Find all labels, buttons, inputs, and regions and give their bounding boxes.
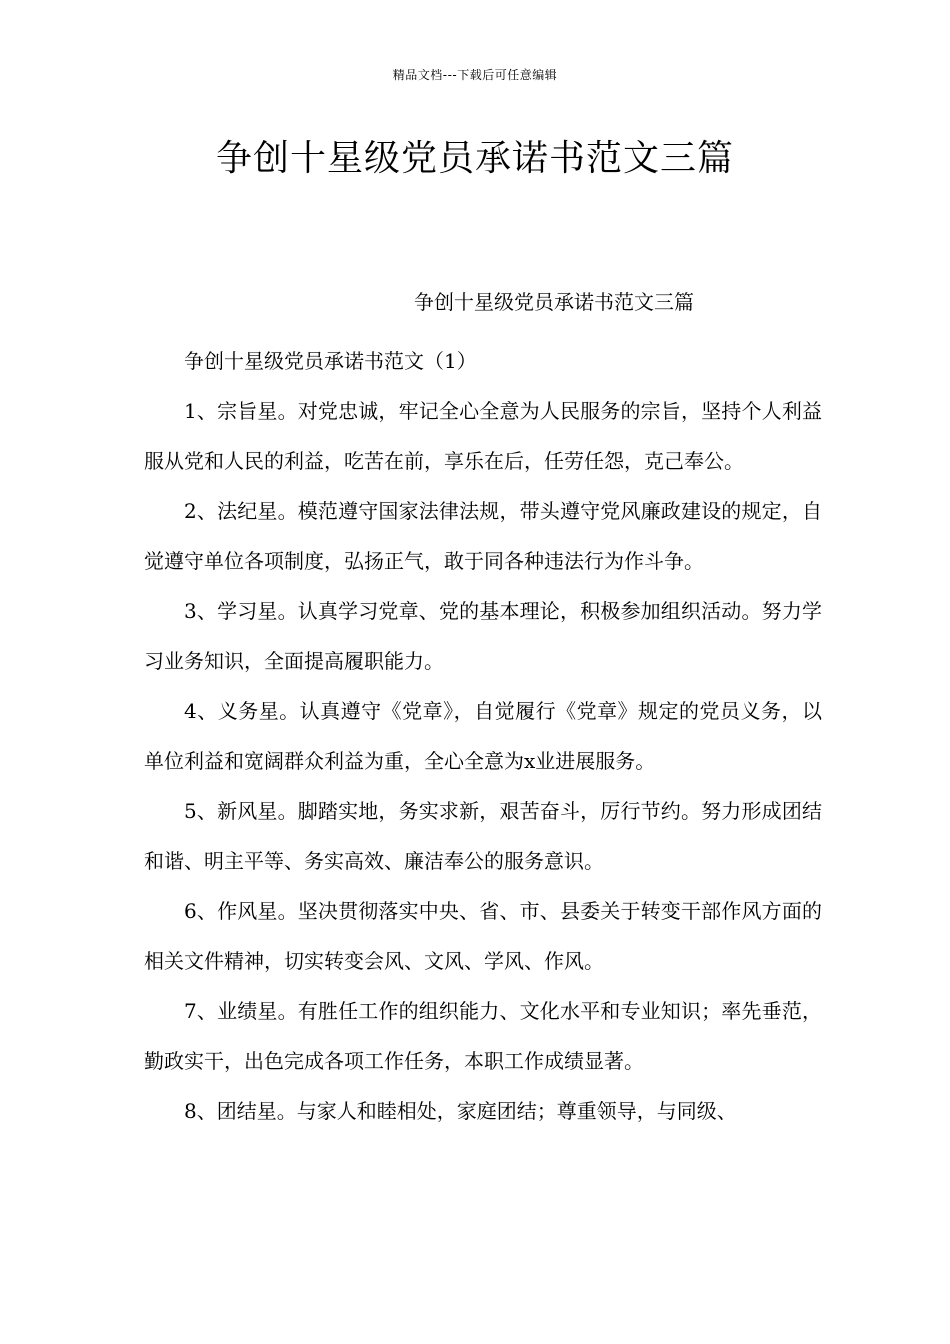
paragraph-yiwu: 4、义务星。认真遵守《党章》，自觉履行《党章》规定的党员义务，以单位利益和宽阔群众利益为重，全心全意为x业进展服务。 [144,699,822,773]
paragraph-xinfeng: 5、新风星。脚踏实地，务实求新，艰苦奋斗，厉行节约。努力形成团结和谐、明主平等、务实高效、廉洁奉公的服务意识。 [144,799,822,873]
document-body [144,336,822,1136]
header-note: 精品文档---下载后可任意编辑 [392,68,558,82]
section-heading: 争创十星级党员承诺书范文（1） [184,349,477,373]
paragraph-tuanjie: 8、团结星。与家人和睦相处，家庭团结；尊重领导，与同级、 [184,1099,737,1123]
paragraph-xuexi: 3、学习星。认真学习党章、党的基本理论，积极参加组织活动。努力学习业务知识，全面提高履职能力。 [144,599,822,673]
paragraph-faji: 2、法纪星。模范遵守国家法律法规，带头遵守党风廉政建设的规定，自觉遵守单位各项制度，弘扬正气，敢于同各种违法行为作斗争。 [144,499,822,573]
paragraph-yeji: 7、业绩星。有胜任工作的组织能力、文化水平和专业知识；率先垂范，勤政实干，出色完成各项工作任务，本职工作成绩显著。 [144,999,822,1073]
document-subtitle: 争创十星级党员承诺书范文三篇 [414,290,694,314]
paragraph-zuofeng: 6、作风星。坚决贯彻落实中央、省、市、县委关于转变干部作风方面的相关文件精神，切实转变会风、文风、学风、作风。 [144,899,822,973]
paragraph-zongzhi: 1、宗旨星。对党忠诚，牢记全心全意为人民服务的宗旨，坚持个人利益服从党和人民的利益，吃苦在前，享乐在后，任劳任怨，克己奉公。 [144,399,822,473]
document-title: 争创十星级党员承诺书范文三篇 [215,138,734,179]
